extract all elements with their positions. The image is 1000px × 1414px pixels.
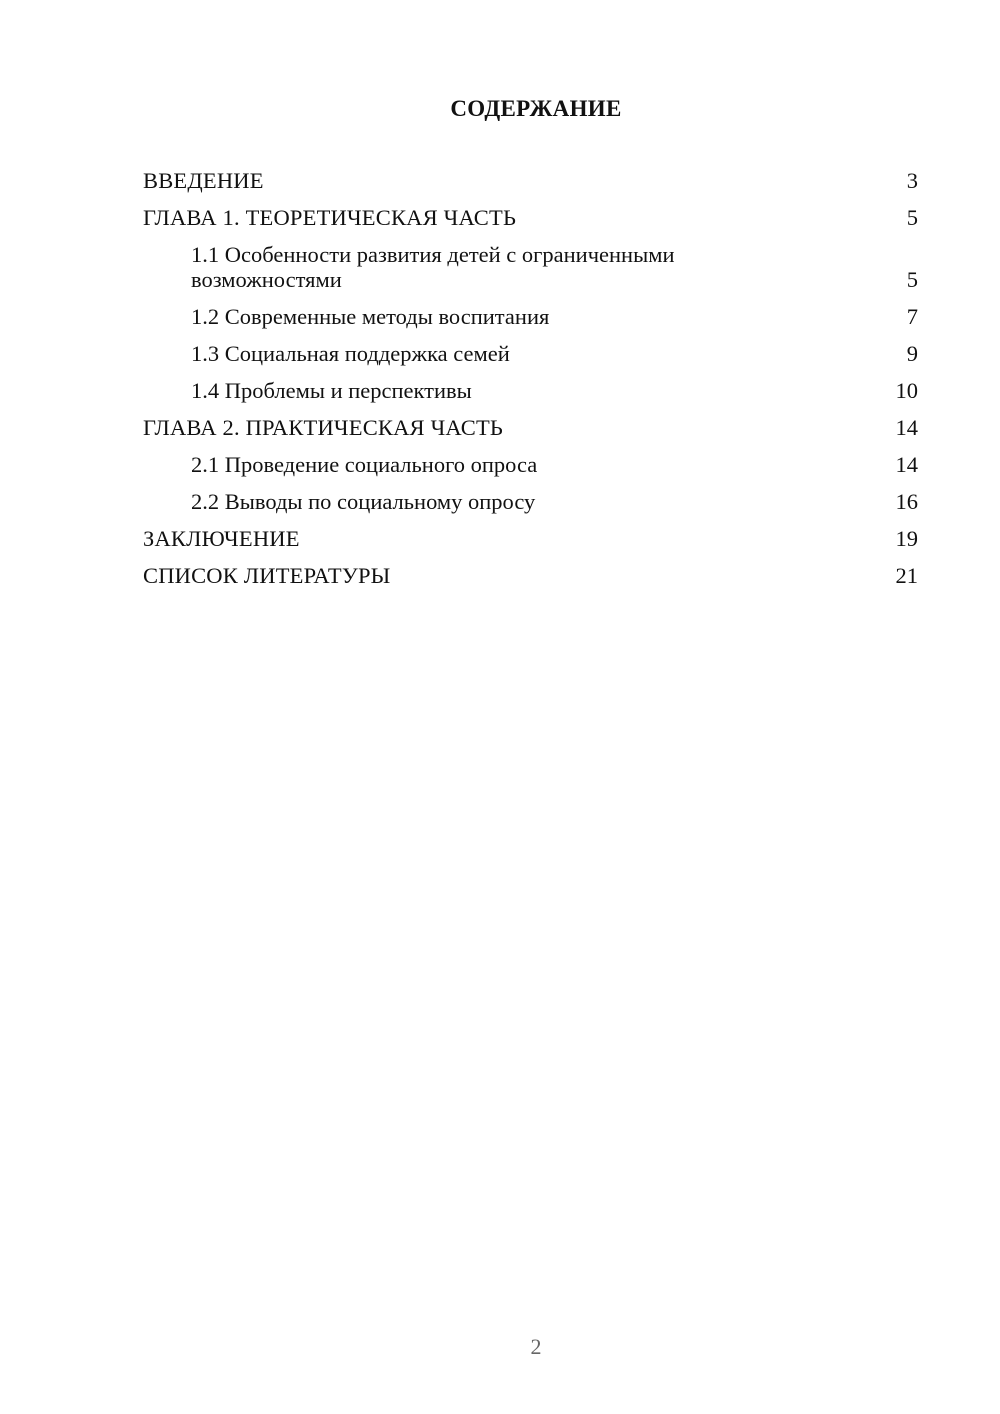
toc-entry-page: 5	[906, 267, 918, 292]
page-title: СОДЕРЖАНИЕ	[450, 96, 622, 121]
toc-entry-page: 10	[895, 378, 918, 403]
toc-entry-label: 1.2 Современные методы воспитания	[191, 304, 550, 329]
toc-entry[interactable]	[143, 452, 918, 477]
toc-entry-label: ЗАКЛЮЧЕНИЕ	[143, 526, 300, 551]
toc-entry-page: 14	[895, 452, 918, 477]
toc-entry[interactable]	[143, 304, 918, 329]
toc-entry-page: 7	[906, 304, 918, 329]
toc-entry[interactable]	[143, 489, 918, 514]
toc-entry[interactable]	[143, 415, 918, 440]
toc-entry-page: 21	[895, 563, 918, 588]
toc-entry[interactable]	[143, 168, 918, 193]
toc-entry[interactable]	[143, 242, 918, 292]
toc-entry-label: СПИСОК ЛИТЕРАТУРЫ	[143, 563, 391, 588]
toc-entry[interactable]	[143, 526, 918, 551]
toc-entry-label: 2.2 Выводы по социальному опросу	[191, 489, 536, 514]
toc-entry-page: 16	[895, 489, 918, 514]
toc-entry[interactable]	[143, 341, 918, 366]
toc-entry-page: 19	[895, 526, 918, 551]
toc-entry-label: ГЛАВА 1. ТЕОРЕТИЧЕСКАЯ ЧАСТЬ	[143, 205, 517, 230]
toc-entry-page: 9	[906, 341, 918, 366]
toc-entry[interactable]	[143, 563, 918, 588]
toc-entry-label: 1.3 Социальная поддержка семей	[191, 341, 510, 366]
toc-entry-label: 2.1 Проведение социального опроса	[191, 452, 538, 477]
toc-entry[interactable]	[143, 378, 918, 403]
toc-entry-page: 14	[895, 415, 918, 440]
page-number: 2	[530, 1334, 542, 1359]
toc-entry-label: 1.1 Особенности развития детей с ограниченными возможностями	[191, 242, 675, 292]
toc-entry-label: 1.4 Проблемы и перспективы	[191, 378, 472, 403]
toc-entry-page: 5	[906, 205, 918, 230]
table-of-contents	[143, 168, 918, 600]
toc-entry-label: ВВЕДЕНИЕ	[143, 168, 264, 193]
toc-entry-label: ГЛАВА 2. ПРАКТИЧЕСКАЯ ЧАСТЬ	[143, 415, 504, 440]
toc-entry[interactable]	[143, 205, 918, 230]
toc-entry-page: 3	[906, 168, 918, 193]
